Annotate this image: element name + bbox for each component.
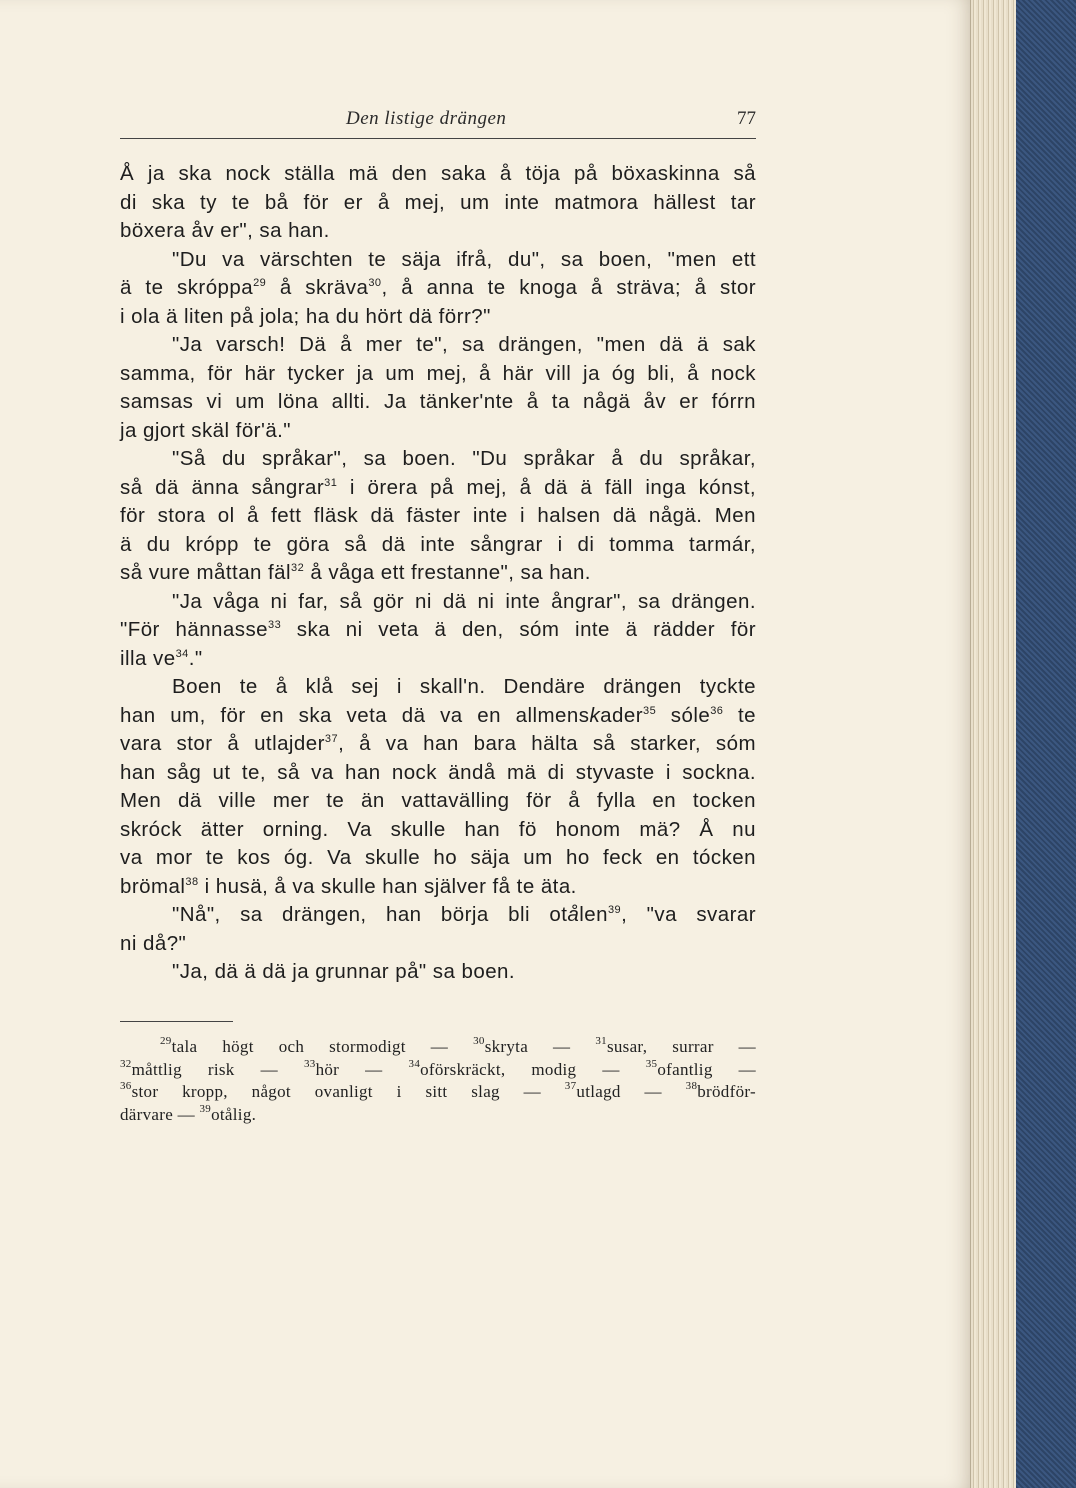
text-line: ni då?" [120,931,187,955]
text-line: brömal$^{38}$ i husä, å va skulle han själver få te äta. [120,874,577,898]
footnote-line: $^{32}$måttlig risk — $^{33}$hör — $^{34}$oförskräckt, modig — $^{35}$ofantlig — [120,1057,756,1079]
text-line: "Ja varsch! Dä å mer te", sa drängen, "men dä ä sak [172,333,756,356]
text-line: vara stor å utlajder$^{37}$, å va han bara hälta så starker, sóm [120,732,756,755]
page-number: 77 [737,108,756,129]
footnotes [120,1036,756,1126]
footnote-ref: 31 [324,476,338,489]
footnote-ref: 34 [175,647,189,660]
footnote-ref: 32 [291,562,305,574]
footnote-ref: 33 [268,619,282,631]
book-cover [1016,0,1076,1488]
text-line: i ola ä liten på jola; ha du hört dä förr?" [120,304,491,328]
footnote-ref: 30 [368,277,382,289]
footnote-ref: 37 [324,733,339,745]
text-line: "Ja våga ni far, så gör ni dä ni inte ångrar", sa drängen. [172,589,756,613]
footnote-ref: 35 [643,704,657,717]
text-line: di ska ty te bå för er å mej, um inte matmora hällest tar [120,190,756,214]
text-line: samma, för här tycker ja um mej, å här vill ja óg bli, å nock [120,361,756,385]
text-line: "Nå", sa drängen, han börja bli otålen$^{39}$, "va svarar [172,903,756,926]
text-line: Å ja ska nock ställa mä den saka å töja på böxaskinna så [120,162,756,185]
running-head [120,108,756,139]
text-line: för stora ol å fett fläsk dä fäster inte i halsen dä någä. Men [120,504,756,527]
footnote-ref: 39 [607,904,622,916]
text-line: "Ja, dä ä dä ja grunnar på" sa boen. [172,960,516,983]
footnote-line: därvare — $^{39}$otålig. [120,1102,257,1124]
text-line: han um, för en ska veta dä va en allmenskader$^{35}$ sóle$^{36}$ te [120,703,756,727]
footnote-ref: 38 [185,875,199,888]
text-line: Men dä ville mer te än vattavälling för å fylla en tocken [120,789,756,812]
footnote-rule [120,1021,233,1022]
body-text [120,160,756,987]
text-line: "Så du språkar", sa boen. "Du språkar å du språkar, [172,447,756,470]
text-line: Boen te å klå sej i skall'n. Dendäre drängen tyckte [172,675,756,698]
text-line: böxera åv er", sa han. [120,219,330,242]
text-line: samsas vi um löna allti. Ja tänker'nte å ta någä åv er fórrn [120,390,756,413]
text-line: skróck ätter orning. Va skulle han fö honom mä? Å nu [120,817,756,841]
text-line: "För hännasse$^{33}$ ska ni veta ä den, sóm inte ä rädder för [120,618,756,641]
text-line: ä du krópp te göra så dä inte sångrar i di tomma tarmár, [120,532,756,556]
text-line: illa $ve^{34}$." [120,646,203,670]
text-line: han såg ut te, så va han nock ändå mä di styvaste i sockna. [120,760,756,784]
footnote-ref: 29 [253,277,267,289]
text-line: ja gjort skäl för'ä." [120,418,292,442]
text-line: så dä änna sångrar$^{31}$ i örera på mej, å dä ä fäll inga kónst, [120,475,756,499]
footnote-line: $^{29}$tala högt och stormodigt — $^{30}$skryta — $^{31}$susar, surrar — [160,1035,756,1056]
text-line: så vure måttan fäl$^{32}$ å våga ett frestanne", sa han. [120,561,591,584]
running-title: Den listige drängen [346,108,507,129]
text-line: "Du va värschten te säja ifrå, du", sa boen, "men ett [172,247,756,271]
text-line: ä te skróppa$^{29}$ å skräva$^{30}$, å anna te knoga å sträva; å stor [120,276,756,299]
footnote-ref: 36 [710,704,724,717]
text-line: va mor te kos óg. Va skulle ho säja um ho feck en tócken [120,846,756,869]
footnote-line: $^{36}$stor kropp, något ovanligt i sitt slag — $^{37}$utlagd — $^{38}$brödför- [120,1080,756,1101]
